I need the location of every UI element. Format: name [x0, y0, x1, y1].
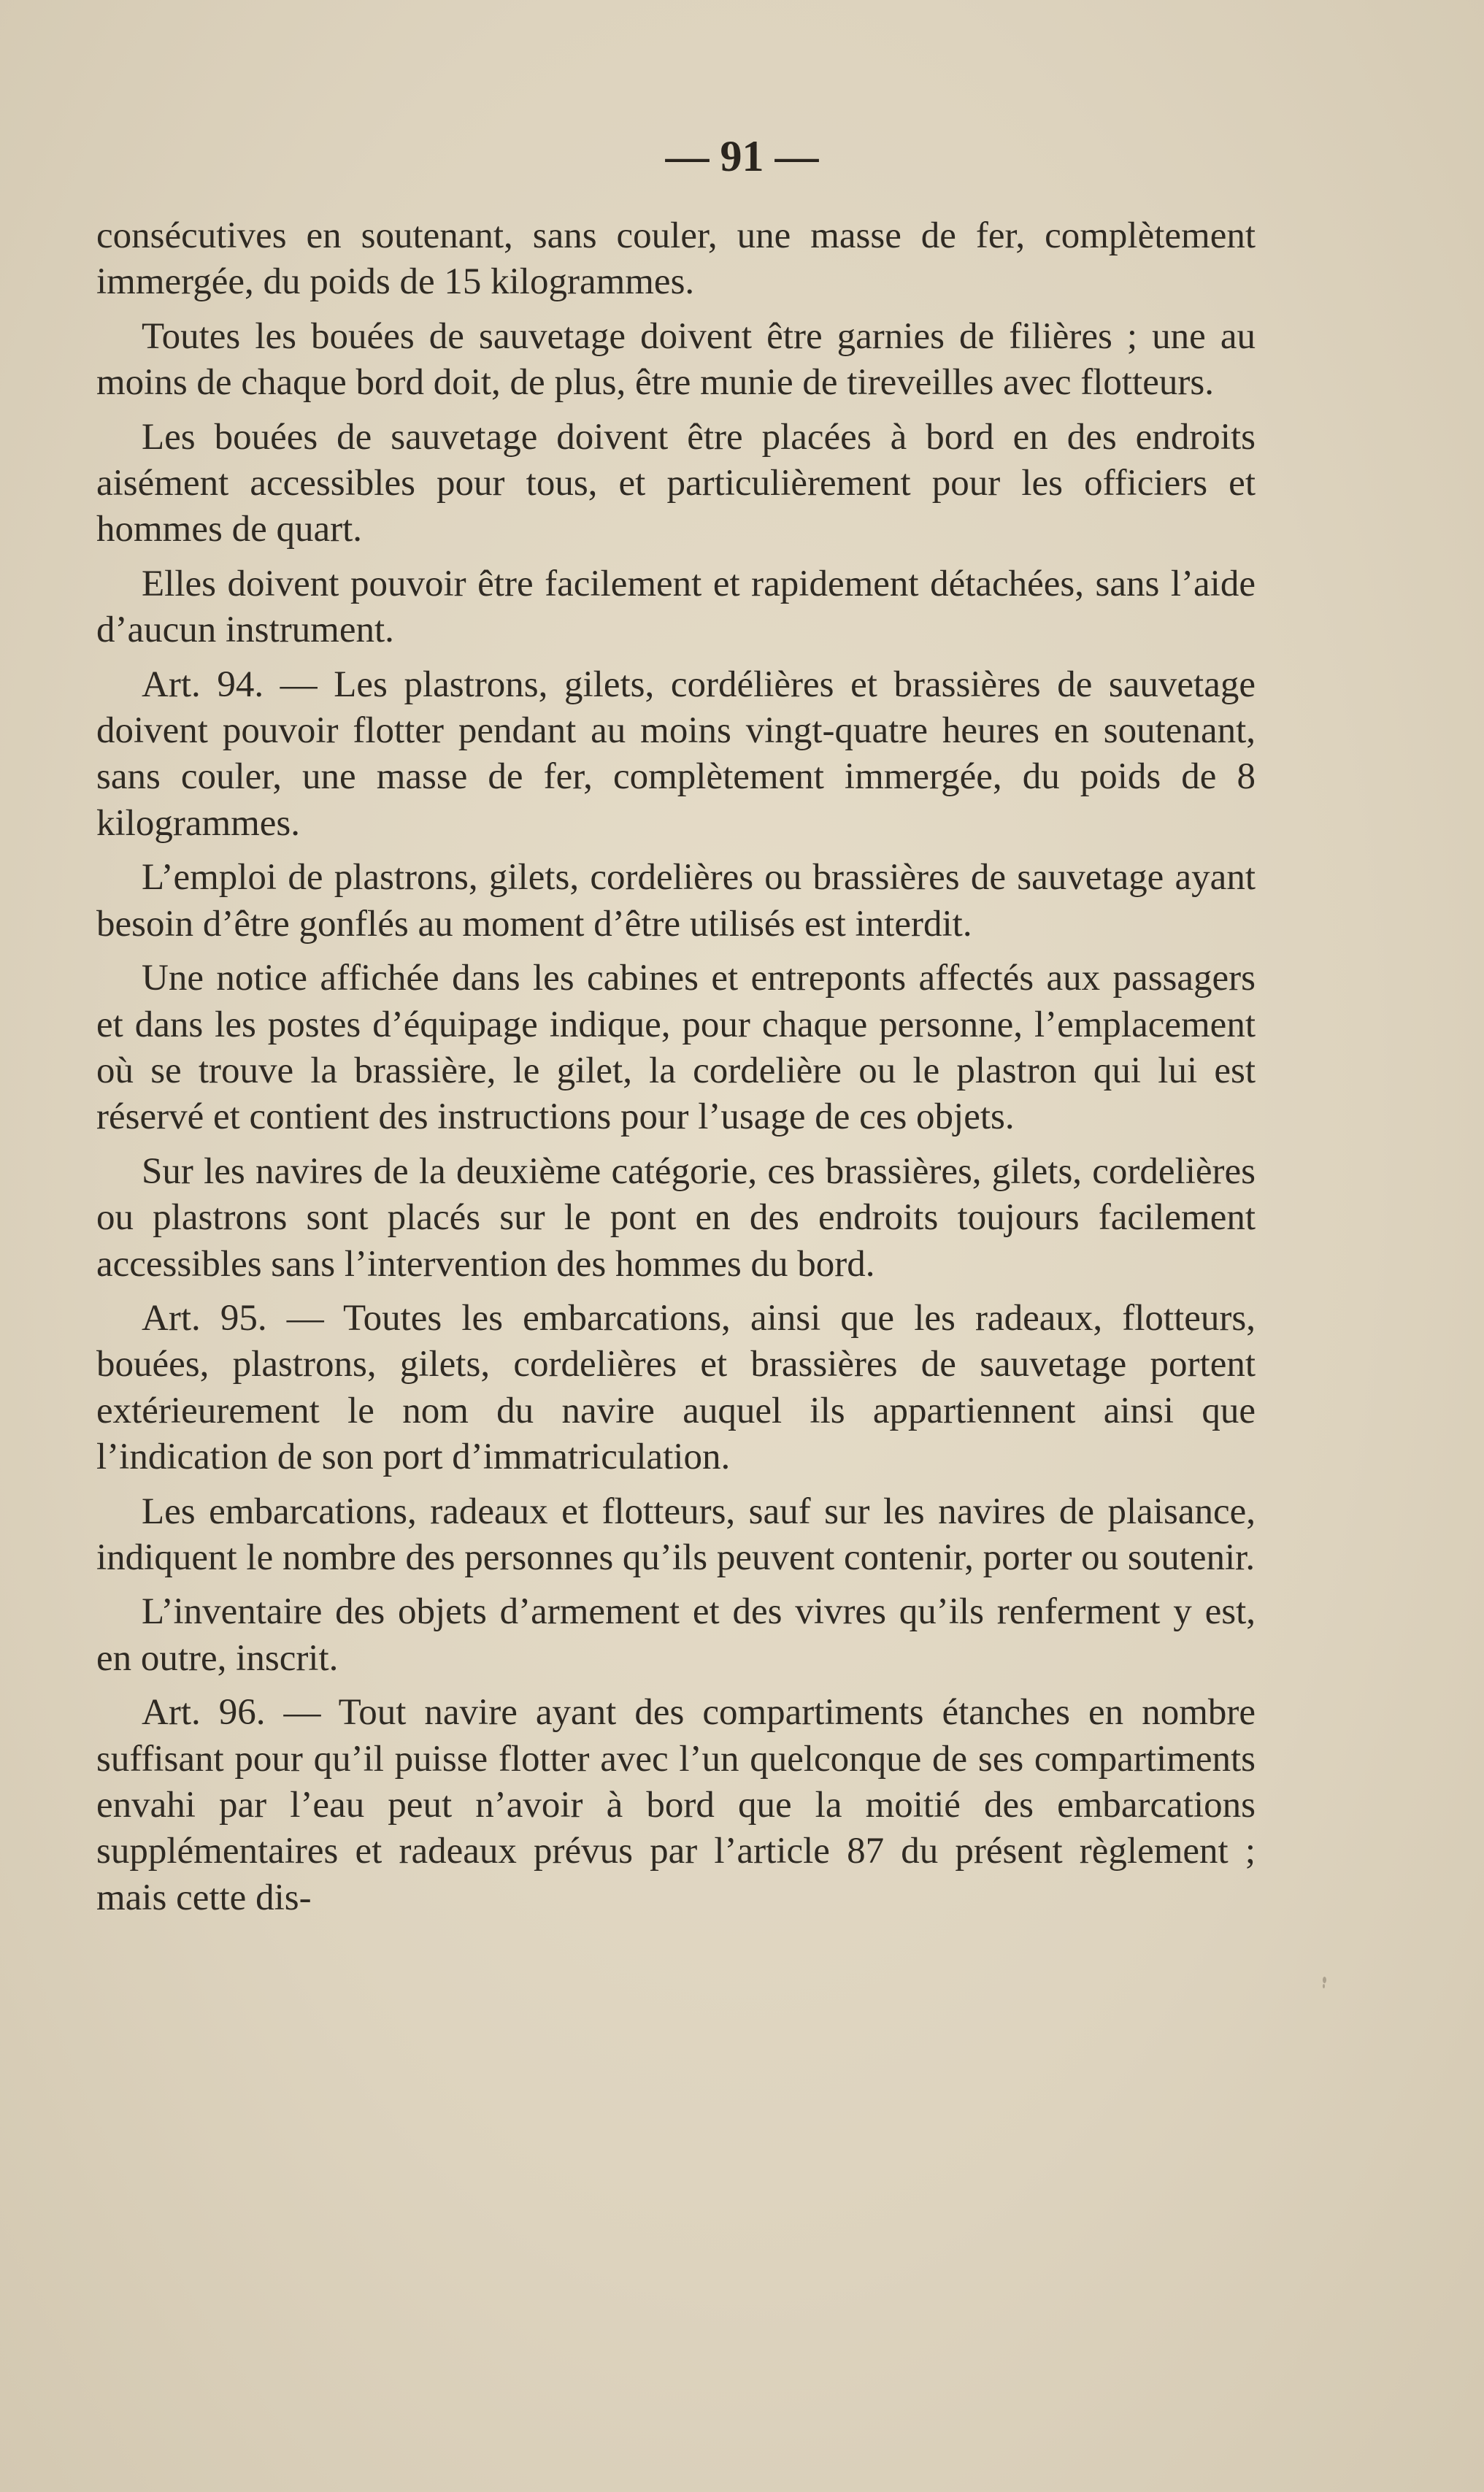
paragraph-2: Toutes les bouées de sauvetage doivent être garnies de filières ; une au moins de chaque bord doit, de plus, être munie de tireveilles avec flotteurs.	[96, 315, 1256, 404]
paragraph-8: Sur les navires de la deuxième catégorie, ces brassières, gilets, cordelières ou plastrons sont placés sur le pont en des endroits toujours facilement accessibles sans l’intervention des hommes du bord.	[96, 1150, 1256, 1285]
paragraph-1: consécutives en soutenant, sans couler, une masse de fer, complètement immergée, du poids de 15 kilogrammes.	[96, 215, 1256, 303]
paragraph-7: Une notice affichée dans les cabines et entreponts affectés aux passagers et dans les postes d’équipage indique, pour chaque personne, l’emplacement où se trouve la brassière, le gilet, la cordelière ou le plastron qui lui est réservé et contient des instructions pour l’usage de ces objets.	[96, 958, 1256, 1138]
body-text	[96, 213, 1256, 1929]
paragraph-11: L’inventaire des objets d’armement et des vivres qu’ils renferment y est, en outre, inscrit.	[96, 1591, 1256, 1679]
paragraph-3: Les bouées de sauvetage doivent être placées à bord en des endroits aisément accessibles pour tous, et particulièrement pour les officiers et hommes de quart.	[96, 416, 1256, 550]
paragraph-art-96: Art. 96. — Tout navire ayant des compartiments étanches en nombre suffisant pour qu’il puisse flotter avec l’un quelconque de ses compartiments envahi par l’eau peut n’avoir à bord que la moitié des embarcations supplémentaires et radeaux prévus par l’article 87 du présent règlement ; mais cette dis-	[96, 1692, 1256, 1918]
paragraph-art-95: Art. 95. — Toutes les embarcations, ainsi que les radeaux, flotteurs, bouées, plastrons, gilets, cordelières et brassières de sauvetage portent extérieurement le nom du navire auquel ils appartiennent ainsi que l’indication de son port d’immatriculation.	[96, 1297, 1256, 1478]
paper-speck	[1323, 1977, 1326, 1983]
paper-speck	[1323, 1984, 1325, 1988]
page-number: — 91 —	[665, 132, 819, 180]
paragraph-6: L’emploi de plastrons, gilets, cordelières ou brassières de sauvetage ayant besoin d’être gonflés au moment d’être utilisés est interdit.	[96, 857, 1256, 945]
paragraph-10: Les embarcations, radeaux et flotteurs, sauf sur les navires de plaisance, indiquent le nombre des personnes qu’ils peuvent contenir, porter ou soutenir.	[96, 1491, 1256, 1578]
paragraph-art-94: Art. 94. — Les plastrons, gilets, cordélières et brassières de sauvetage doivent pouvoir flotter pendant au moins vingt-quatre heures en soutenant, sans couler, une masse de fer, complètement immergée, du poids de 8 kilogrammes.	[96, 664, 1256, 844]
paragraph-4: Elles doivent pouvoir être facilement et rapidement détachées, sans l’aide d’aucun instrument.	[96, 563, 1256, 651]
